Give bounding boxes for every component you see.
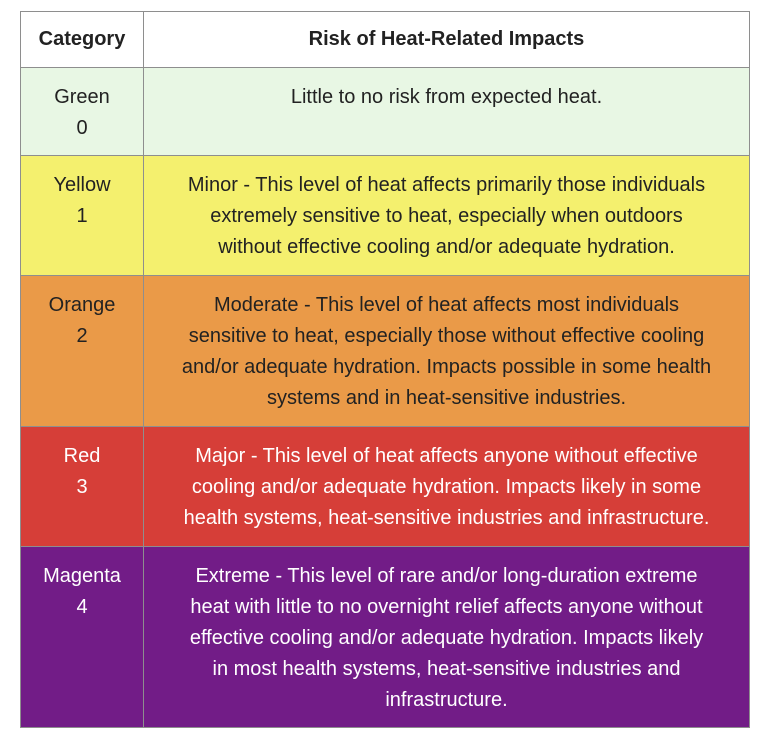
description-line: Little to no risk from expected heat. (290, 86, 603, 108)
description-line: sensitive to heat, especially those without effective cooling (188, 325, 705, 347)
description-line: cooling and/or adequate hydration. Impacts likely in some (191, 476, 702, 498)
category-level: 0 (76, 117, 88, 139)
table-header-row (21, 12, 750, 68)
heat-risk-table-container (20, 11, 749, 728)
category-cell (21, 427, 144, 547)
table-row-orange (21, 276, 750, 427)
risk-description-cell (144, 547, 750, 728)
risk-description-cell (144, 427, 750, 547)
risk-description-cell (144, 276, 750, 427)
table-row-red (21, 427, 750, 547)
category-name: Red (63, 445, 101, 467)
category-name: Orange (48, 294, 116, 316)
table-row-green (21, 68, 750, 156)
description-line: health systems, heat-sensitive industries and infrastructure. (183, 507, 710, 529)
category-cell (21, 276, 144, 427)
category-level: 2 (76, 325, 88, 347)
risk-column-header: Risk of Heat-Related Impacts (144, 12, 750, 68)
description-line: and/or adequate hydration. Impacts possible in some health (181, 356, 712, 378)
description-line: heat with little to no overnight relief affects anyone without (190, 596, 703, 618)
description-line: without effective cooling and/or adequate hydration. (218, 236, 675, 258)
category-name: Green (54, 86, 110, 108)
category-cell (21, 156, 144, 276)
risk-description-cell (144, 68, 750, 156)
table-row-yellow (21, 156, 750, 276)
category-cell (21, 547, 144, 728)
table-row-magenta (21, 547, 750, 728)
description-line: effective cooling and/or adequate hydration. Impacts likely (189, 627, 704, 649)
category-name: Magenta (43, 565, 121, 587)
description-line: Major - This level of heat affects anyone without effective (195, 445, 698, 467)
description-line: extremely sensitive to heat, especially when outdoors (210, 205, 683, 227)
description-line: in most health systems, heat-sensitive industries and (212, 658, 681, 680)
category-level: 3 (76, 476, 88, 498)
description-line: systems and in heat-sensitive industries. (266, 387, 627, 409)
category-column-header: Category (21, 12, 144, 68)
category-cell (21, 68, 144, 156)
description-line: Extreme - This level of rare and/or long-duration extreme (195, 565, 698, 587)
category-level: 1 (76, 205, 88, 227)
description-line: Moderate - This level of heat affects most individuals (213, 294, 680, 316)
category-name: Yellow (53, 174, 111, 196)
description-line: infrastructure. (385, 689, 508, 711)
description-line: Minor - This level of heat affects primarily those individuals (187, 174, 706, 196)
risk-description-cell (144, 156, 750, 276)
heat-risk-table (20, 11, 750, 728)
category-level: 4 (76, 596, 88, 618)
